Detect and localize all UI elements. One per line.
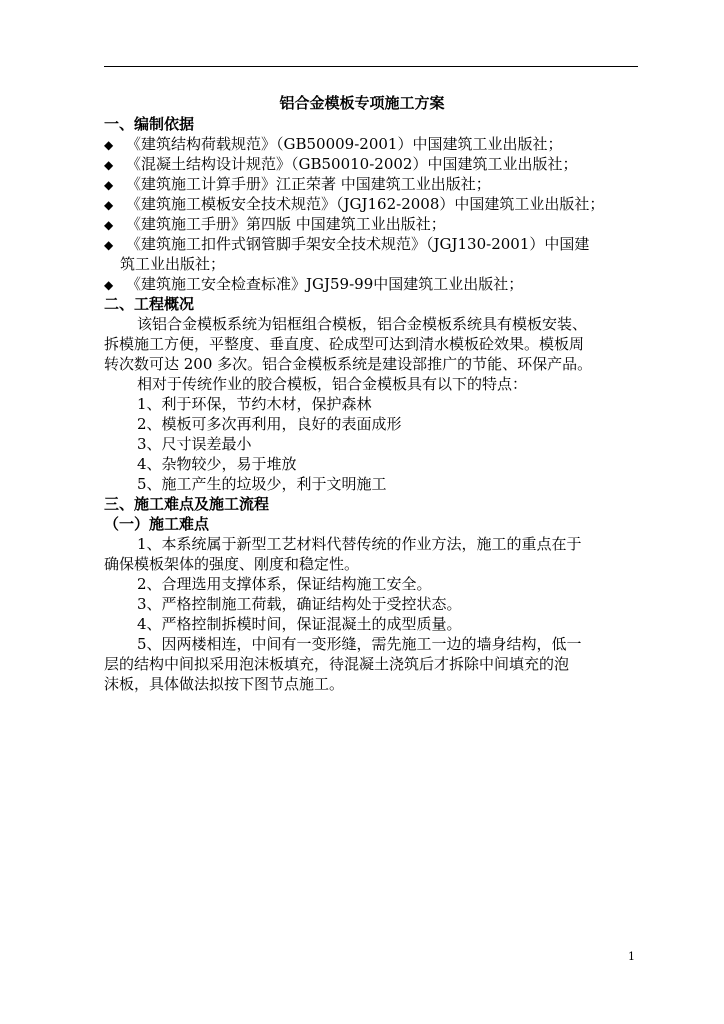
reference-text: 《建筑施工扣件式钢管脚手架安全技术规范》（JGJ130-2001）中国建	[126, 235, 590, 253]
reference-item	[104, 174, 491, 195]
section-heading-2: 二、工程概况	[104, 295, 195, 313]
bullet-diamond-icon: ◆	[104, 238, 114, 252]
paragraph-line: 转次数可达 200 多次。铝合金模板系统是建设部推广的节能、环保产品。	[104, 355, 593, 373]
paragraph-line: 确保模板架体的强度、刚度和稳定性。	[104, 555, 360, 573]
reference-item	[104, 274, 523, 295]
feature-item: 4、杂物较少，易于堆放	[137, 455, 297, 473]
bullet-diamond-icon: ◆	[104, 198, 114, 212]
page-number: 1	[628, 950, 635, 963]
reference-item	[104, 214, 446, 235]
reference-text: 《建筑施工安全检查标准》JGJ59-99中国建筑工业出版社；	[126, 275, 524, 293]
section-heading-1: 一、编制依据	[104, 115, 195, 133]
bullet-diamond-icon: ◆	[104, 158, 114, 172]
bullet-diamond-icon: ◆	[104, 278, 114, 292]
paragraph-line: 5、因两楼相连，中间有一变形缝，需先施工一边的墙身结构，低一	[137, 635, 582, 653]
reference-text: 《建筑施工计算手册》江正荣著 中国建筑工业出版社；	[126, 175, 491, 193]
reference-text: 《建筑施工手册》第四版 中国建筑工业出版社；	[126, 215, 446, 233]
paragraph-line: 沫板，具体做法拟按下图节点施工。	[104, 675, 345, 693]
paragraph-line: 相对于传统作业的胶合模板，铝合金模板具有以下的特点：	[137, 375, 528, 393]
reference-text-continued: 筑工业出版社；	[120, 255, 226, 273]
reference-item	[104, 154, 577, 175]
paragraph-line: 1、本系统属于新型工艺材料代替传统的作业方法，施工的重点在于	[137, 535, 582, 553]
feature-item: 3、尺寸误差最小	[137, 435, 252, 453]
bullet-diamond-icon: ◆	[104, 178, 114, 192]
reference-item	[104, 194, 604, 215]
paragraph-line: 层的结构中间拟采用泡沫板填充，待混凝土浇筑后才拆除中间填充的泡	[104, 655, 570, 673]
paragraph-line: 拆模施工方便，平整度、垂直度、砼成型可达到清水模板砼效果。模板周	[104, 335, 585, 353]
feature-item: 2、模板可多次再利用，良好的表面成形	[137, 415, 402, 433]
feature-item: 1、利于环保，节约木材，保护森林	[137, 395, 372, 413]
paragraph-line: 该铝合金模板系统为铝框组合模板，铝合金模板系统具有模板安装、	[137, 315, 588, 333]
bullet-diamond-icon: ◆	[104, 138, 114, 152]
paragraph-line: 2、合理选用支撑体系，保证结构施工安全。	[137, 575, 432, 593]
paragraph-line: 3、严格控制施工荷载，确证结构处于受控状态。	[137, 595, 462, 613]
subsection-heading: （一）施工难点	[104, 515, 210, 533]
header-rule	[104, 66, 638, 67]
bullet-diamond-icon: ◆	[104, 218, 114, 232]
paragraph-line: 4、严格控制拆模时间，保证混凝土的成型质量。	[137, 615, 462, 633]
reference-item	[104, 134, 562, 155]
document-title: 铝合金模板专项施工方案	[279, 94, 445, 112]
section-heading-3: 三、施工难点及施工流程	[104, 495, 270, 513]
reference-text: 《混凝土结构设计规范》（GB50010-2002）中国建筑工业出版社；	[126, 155, 578, 173]
reference-text: 《建筑施工模板安全技术规范》（JGJ162-2008）中国建筑工业出版社；	[126, 195, 605, 213]
reference-item	[104, 234, 589, 255]
reference-text: 《建筑结构荷载规范》（GB50009-2001）中国建筑工业出版社；	[126, 135, 563, 153]
feature-item: 5、施工产生的垃圾少，利于文明施工	[137, 475, 387, 493]
